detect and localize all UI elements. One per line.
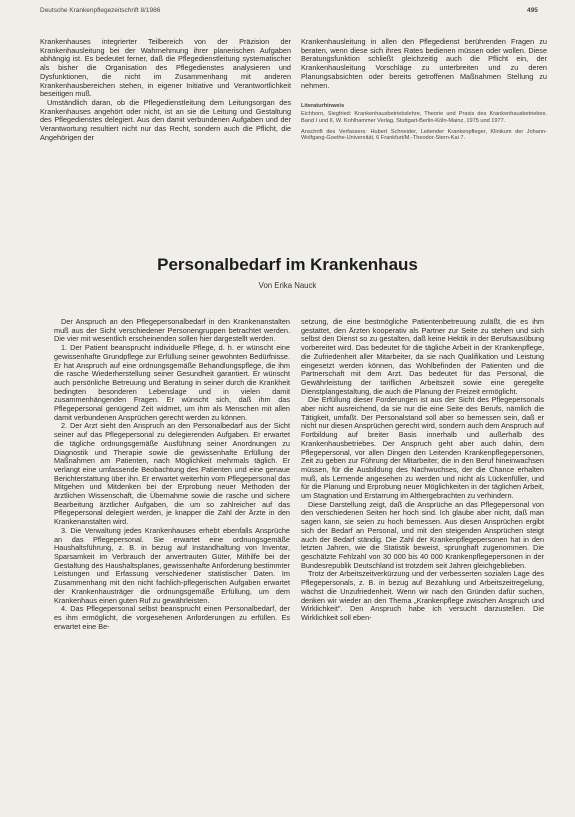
paragraph: Krankenhausleitung in allen den Pflegedienst berührenden Fragen zu beraten, wenn diese sich ihres Rates bedienen müssen oder wollen. Diese Beratungsfunktion schließt gleichzeitig auch die Pflicht ein, der Krankenhausleitung Vorschläge zu unterbreiten und zu deren Planungsabsichten oder bereits getroffenen Maßnahmen Stellung zu nehmen. (301, 38, 547, 90)
article-column-left (54, 318, 290, 814)
paragraph: Krankenhauses integrierter Teilbereich von der Präzision der Krankenhausleitung bei der Wahrnehmung ihrer planerischen Aufgaben abhängig ist. Es bedeutet ferner, daß die Pflegedienstleitung systematischer als bisher die Organisation des Pflegedienstes analysieren und Dysfunktionen, die nicht im Zusammenhang mit anderen Krankenhausbereichen stehen, in eigener Initiative und Verantwortlichkeit beseitigen muß. (40, 38, 291, 99)
previous-article-column-right (301, 38, 547, 228)
author-address: Anschrift des Verfassers: Hubert Schneider, Leitender Krankenpfleger, Klinikum der Johann-Wolfgang-Goethe-Universität, 6 Frankfurt/M.-Theodor-Stern-Kai 7. (301, 128, 547, 142)
paragraph: Diese Darstellung zeigt, daß die Ansprüche an das Pflegepersonal von den verschiedenen Seiten her hoch sind. Ich glaube aber nicht, daß man sagen kann, sie seien zu hoch bemessen. Aus diesen Ansprüchen ergibt sich der Bedarf an Personal, und mit den steigenden Ansprüchen steigt auch der Bedarf ständig. Die Zahl der Krankenpflegepersonen hat in den letzten Jahren, wie die Statistik beweist, sprunghaft zugenommen. Die geschätzte Fehlzahl von 30 000 bis 40 000 Krankenpflegepersonen in der Bundesrepublik Deutschland ist trotzdem seit Jahren gleichgeblieben. (301, 499, 544, 570)
paragraph: Der Anspruch an den Pflegepersonalbedarf in den Krankenanstalten muß aus der Sicht verschiedener Personengruppen betrachtet werden. Die vier mit wesentlich erscheinenden sollen hier dargestellt werden. (54, 318, 290, 344)
article-author: Von Erika Nauck (258, 281, 317, 290)
article-title: Personalbedarf im Krankenhaus (157, 255, 418, 275)
running-header-journal: Deutsche Krankenpflegezeitschrift 8/1986 (40, 7, 161, 14)
paragraph: Die Erfüllung dieser Forderungen ist aus der Sicht des Pflegepersonals aber nicht ausreichend, da sie nur die eine Seite des Berufs, nämlich die Tätigkeit, umfaßt. Der Personalstand soll aber so bemessen sein, daß er nicht nur diesen Ansprüchen gerecht wird, sondern auch dem Anspruch auf Fortbildung auf breiter Basis innerhalb und außerhalb des Krankenhausbetriebes. Der Anspruch geht aber auch dahin, dem Pflegepersonal, vor allen Dingen den Leitenden Krankenpflegepersonen, Zeit zu geben zur Führung der Mitarbeiter, die in den Beruf hineinwachsen müssen, für die Ausbildung des Nachwuchses, der die Chance erhalten muß, als Lernende angesehen zu werden und nicht als Lückenfüller, und für die Planung und Erprobung neuer Möglichkeiten in der täglichen Arbeit, um Stagnation und Erstarrung im Althergebrachten zu verhindern. (301, 395, 544, 501)
literature-note (301, 103, 547, 142)
article-column-right (301, 318, 544, 814)
paragraph: 4. Das Pflegepersonal selbst beansprucht einen Personalbedarf, der es ihm ermöglicht, die vorgesehenen Anforderungen zu erfüllen. Es erwartet eine Be- (54, 604, 290, 631)
paragraph: Umständlich daran, ob die Pflegedienstleitung dem Leitungsorgan des Krankenhauses angehört oder nicht, ist an sie die Leitung und Gestaltung des Pflegedienstes delegiert. Aus den damit verbundenen Aufgaben und der Verantwortung resultiert nicht nur das Recht, sondern auch die Pflicht, die Angehörigen der (40, 97, 291, 142)
paragraph: 2. Der Arzt sieht den Anspruch an den Personalbedarf aus der Sicht seiner auf das Pflegepersonal zu delegierenden Aufgaben. Er erwartet die tägliche ordnungsgemäße Ausführung seiner Anordnungen zu Diagnostik und Therapie sowie die gewissenhafte Erfüllung der Maßnahmen am Patienten, nach Möglichkeit mehrmals täglich. Er verlangt eine umfassende Beobachtung des Patienten und eine genaue Berichterstattung über ihn. Er erwartet weiterhin vom Pflegepersonal das Mitgehen und Mitdenken bei der Erprobung neuer Methoden der ärztlichen Wissenschaft, die Übernahme sowie die rasche und sichere Bearbeitung ärztlicher Aufgaben, die um so zahlreicher auf das Pflegepersonal delegiert werden, je knapper die Zahl der Ärzte in den Krankenanstalten wird. (54, 421, 290, 527)
page-number: 495 (527, 7, 538, 14)
literature-heading: Literaturhinweis (301, 103, 345, 110)
previous-article-column-left (40, 38, 291, 228)
literature-entry: Eichhorn, Siegfried: Krankenhausbetriebslehre, Theorie und Praxis des Krankenhausbetriebes. Band I und II, W. Kohlhammer Verlag, Stuttgart-Berlin-Köln-Mainz, 1975 und 1977. (301, 111, 547, 124)
paragraph: 3. Die Verwaltung jedes Krankenhauses erhebt ebenfalls Ansprüche an das Pflegepersonal. Sie erwartet eine ordnungsgemäße Haushaltsführung, z. B. in bezug auf Instandhaltung von Inventar, Sparsamkeit im Verbrauch der anvertrauten Güter, Mithilfe bei der Gestaltung des Haushaltsplanes, gewissenhafte Anforderung bestimmter Leistungen und Erfassung verschiedener statistischer Daten. Im Zusammenhang mit den nicht fachlich-pflegerischen Aufgaben erwartet der Krankenhausträger die ordnungsgemäße Erfüllung, um dem Krankenhaus einen guten Ruf zu gewährleisten. (54, 525, 290, 605)
paragraph: Trotz der Arbeitszeitverkürzung und der verbesserten sozialen Lage des Pflegepersonals, z. B. in bezug auf Bezahlung und Arbeitszeitregelung, wächst die Unzufriedenheit. Wenn wir nach den Gründen dafür suchen, denken wir wieder an den Thema „Krankenpflege zwischen Anspruch und Wirklichkeit". Den Anspruch habe ich versucht darzustellen. Die Wirklichkeit soll eben- (301, 569, 544, 622)
paragraph: setzung, die eine bestmögliche Patientenbetreuung zuläßt, die es ihm gestattet, den Ärzten kooperativ als Partner zur Seite zu stehen und sich selbst den Dienst so zu gestalten, daß keine Hektik in der Berufsausübung vorbereitet wird. Das bedeutet für die tägliche Arbeit in der Krankenpflege, die Zufriedenheit aller Mitarbeiter, da sie nach Qualifikation und Leistung eingesetzt werden können, das Wohlbefinden der Patienten und die Partnerschaft mit dem Arzt. Das bedeutet für das Personal, die Gewährleistung der tariflichen Arbeitszeit sowie eine geregelte Dienstplangestaltung, die auch die Planung der Freizeit ermöglicht. (301, 318, 544, 396)
paragraph: 1. Der Patient beansprucht individuelle Pflege, d. h. er wünscht eine gewissenhafte Grundpflege zur Erfüllung seiner gewohnten Bedürfnisse. Er hat Anspruch auf eine ordnungsgemäße Behandlungspflege, die ihm die rasche Wiederherstellung seiner Gesundheit garantiert. Er wünscht auch persönliche Betreuung und Beratung in seiner durch die Krankheit bedingten besonderen Lebenslage und in vielen damit zusammenhängenden Fragen. Er wünscht sich, daß ihm das Pflegepersonal genügend Zeit widmet, um ihm als Menschen mit allen damit verbundenen Ansprüchen gerecht werden zu können. (54, 343, 290, 422)
